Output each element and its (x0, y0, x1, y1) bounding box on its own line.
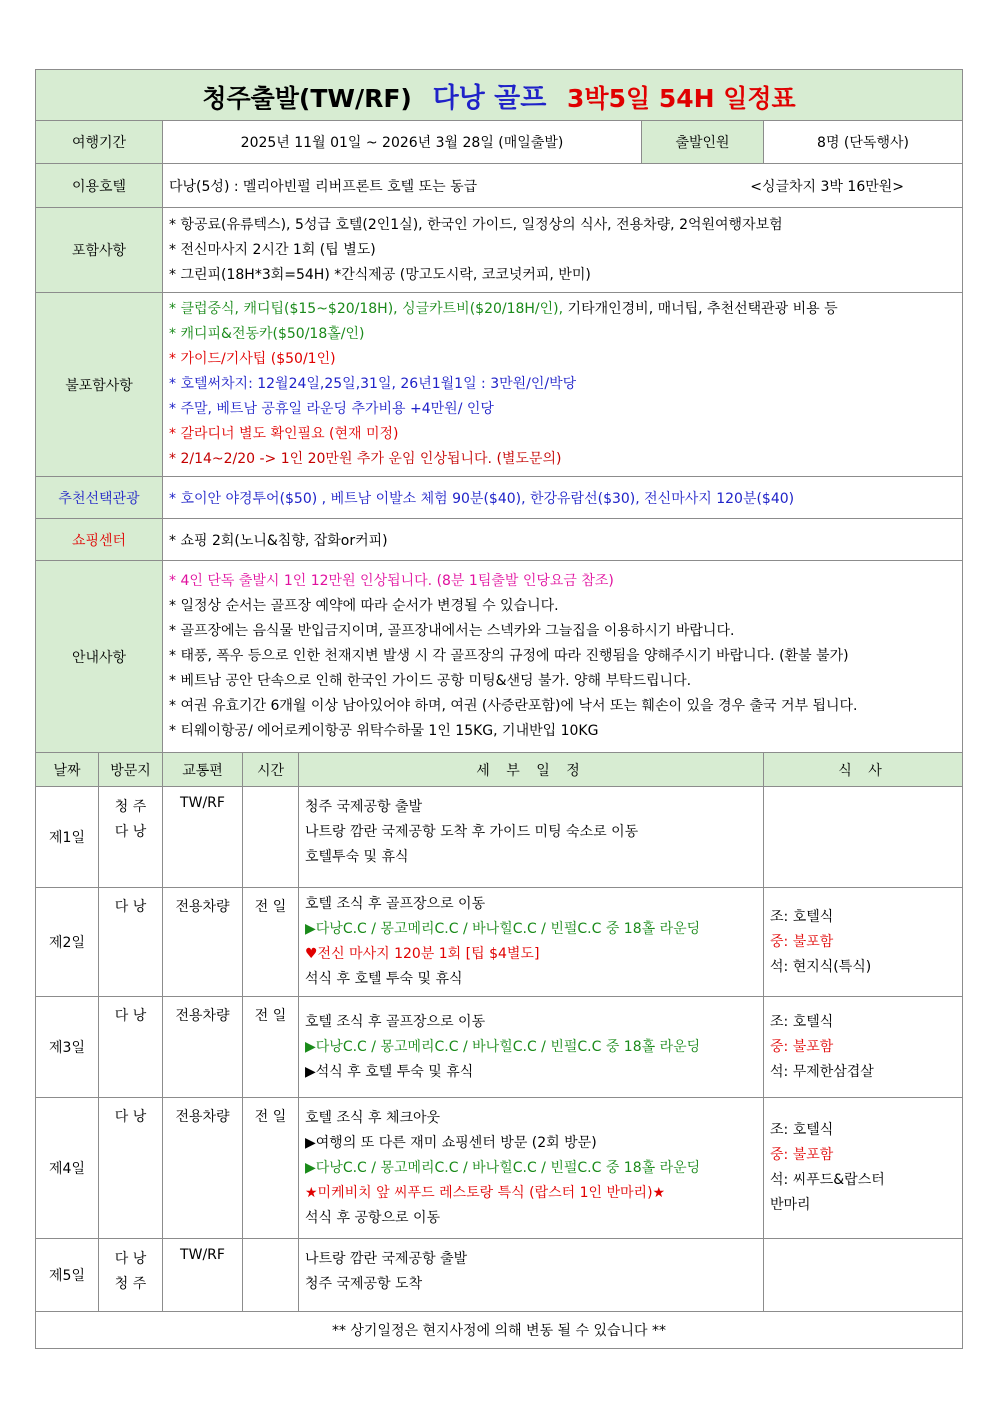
col-detail: 세 부 일 정 (299, 753, 764, 787)
detail-line: 청주 국제공항 출발 (305, 799, 423, 815)
notice-item: * 여권 유효기간 6개월 이상 남아있어야 하며, 여권 (사증란포함)에 낙서 또는 훼손이 있을 경우 출국 거부 됩니다. (169, 698, 858, 714)
day-time (243, 787, 299, 888)
title-departure: 청주출발(TW/RF) (202, 83, 412, 113)
day-transport: 전용차량 (163, 997, 243, 1098)
people-value: 8명 (단독행사) (764, 121, 963, 164)
title-destination: 다낭 골프 (432, 82, 547, 114)
day-label: 제3일 (36, 997, 99, 1098)
day-meals (764, 888, 963, 997)
detail-line: ▶다낭C.C / 몽고메리C.C / 바나힐C.C / 빈펄C.C 중 18홀 라운딩 (305, 921, 701, 937)
meal-lunch: 중: 불포함 (770, 933, 834, 950)
notice-list (163, 561, 963, 753)
excluded-item: * 가이드/기사팁 ($50/1인) (169, 351, 336, 367)
place-name: 청 주 (114, 799, 147, 815)
day-details (299, 888, 764, 997)
day-time (243, 1239, 299, 1312)
excluded-item-black: 기타개인경비, 매너팁, 추천선택관광 비용 등 (563, 301, 838, 317)
notice-item: * 베트남 공안 단속으로 인해 한국인 가이드 공항 미팅&샌딩 불가. 양해 부탁드립니다. (169, 673, 692, 689)
excluded-label: 불포함사항 (36, 293, 163, 477)
itinerary-table (35, 69, 963, 1349)
meal-breakfast: 조: 호텔식 (770, 908, 834, 925)
hotel-cell (163, 164, 963, 208)
day-row (36, 888, 963, 997)
detail-line: 호텔 조식 후 골프장으로 이동 (305, 896, 486, 912)
shopping-label: 쇼핑센터 (36, 519, 163, 561)
detail-line: ▶다낭C.C / 몽고메리C.C / 바나힐C.C / 빈펄C.C 중 18홀 라운딩 (305, 1038, 701, 1055)
meal-breakfast: 조: 호텔식 (770, 1122, 834, 1138)
single-charge: <싱글차지 3박 16만원> (750, 178, 905, 195)
day-place: 다 낭 (99, 997, 163, 1098)
day-places (99, 787, 163, 888)
detail-line: 호텔 조식 후 골프장으로 이동 (305, 1013, 486, 1030)
day-row (36, 997, 963, 1098)
day-transport: TW/RF (163, 1239, 243, 1312)
detail-line: ★미케비치 앞 씨푸드 레스토랑 특식 (랍스터 1인 반마리)★ (305, 1184, 666, 1201)
day-label: 제1일 (36, 787, 99, 888)
day-meals (764, 997, 963, 1098)
day-row (36, 1098, 963, 1239)
notice-item: * 골프장에는 음식물 반입금지이며, 골프장내에서는 스넥카와 그늘집을 이용하시기 바랍니다. (169, 623, 735, 639)
detail-line: 호텔 조식 후 체크아웃 (305, 1109, 441, 1126)
col-meal: 식 사 (764, 753, 963, 787)
day-details (299, 1098, 764, 1239)
col-place: 방문지 (99, 753, 163, 787)
hotel-value: 다낭(5성) : 멜리아빈펄 리버프론트 호텔 또는 동급 (169, 178, 478, 195)
detail-line: 석식 후 호텔 투숙 및 휴식 (305, 971, 463, 987)
meal-dinner: 석: 현지식(특식) (770, 958, 872, 975)
day-details (299, 787, 764, 888)
day-row (36, 787, 963, 888)
day-time: 전 일 (243, 888, 299, 997)
included-label: 포함사항 (36, 208, 163, 293)
footer-note: ** 상기일정은 현지사정에 의해 변동 될 수 있습니다 ** (36, 1312, 963, 1349)
notice-item: * 티웨이항공/ 에어로케이항공 위탁수하물 1인 15KG, 기내반입 10KG (169, 723, 599, 739)
day-place: 다 낭 (99, 1098, 163, 1239)
day-details (299, 1239, 764, 1312)
included-item: * 항공료(유류텍스), 5성급 호텔(2인1실), 한국인 가이드, 일정상의 식사, 전용차량, 2억원여행자보험 (169, 216, 783, 233)
included-item: * 전신마사지 2시간 1회 (팁 별도) (169, 241, 376, 258)
detail-line: ▶여행의 또 다른 재미 쇼핑센터 방문 (2회 방문) (305, 1134, 597, 1151)
period-label: 여행기간 (36, 121, 163, 164)
excluded-item: * 2/14~2/20 -> 1인 20만원 추가 운임 인상됩니다. (별도문의) (169, 451, 562, 467)
col-transport: 교통편 (163, 753, 243, 787)
detail-line: 호텔투숙 및 휴식 (305, 849, 409, 865)
meal-lunch: 중: 불포함 (770, 1038, 834, 1055)
meal-lunch: 중: 불포함 (770, 1147, 834, 1163)
col-time: 시간 (243, 753, 299, 787)
excluded-item: * 갈라디너 별도 확인필요 (현재 미정) (169, 426, 399, 442)
hotel-label: 이용호텔 (36, 164, 163, 208)
day-places (99, 1239, 163, 1312)
day-label: 제5일 (36, 1239, 99, 1312)
notice-label: 안내사항 (36, 561, 163, 753)
meal-dinner-cont: 반마리 (770, 1197, 811, 1213)
detail-line: ▶석식 후 호텔 투숙 및 휴식 (305, 1063, 474, 1080)
excluded-item (169, 297, 956, 322)
meal-dinner: 석: 씨푸드&랍스터 (770, 1172, 885, 1188)
meal-dinner: 석: 무제한삼겹살 (770, 1063, 874, 1080)
day-row (36, 1239, 963, 1312)
day-meals (764, 787, 963, 888)
place-name: 청 주 (114, 1276, 147, 1292)
excluded-item: * 호텔써차지: 12월24일,25일,31일, 26년1월1일 : 3만원/인/박당 (169, 376, 577, 392)
excluded-item: * 캐디피&전동카($50/18홀/인) (169, 326, 365, 342)
detail-line: 나트랑 깜란 국제공항 도착 후 가이드 미팅 숙소로 이동 (305, 824, 639, 840)
optional-label: 추천선택관광 (36, 477, 163, 519)
day-transport: TW/RF (163, 787, 243, 888)
day-transport: 전용차량 (163, 888, 243, 997)
day-details (299, 997, 764, 1098)
col-day: 날짜 (36, 753, 99, 787)
day-time: 전 일 (243, 1098, 299, 1239)
detail-line: 청주 국제공항 도착 (305, 1276, 423, 1292)
period-value: 2025년 11월 01일 ~ 2026년 3월 28일 (매일출발) (163, 121, 642, 164)
day-meals (764, 1239, 963, 1312)
day-time: 전 일 (243, 997, 299, 1098)
day-meals (764, 1098, 963, 1239)
optional-value: * 호이안 야경투어($50) , 베트남 이발소 체험 90분($40), 한강유람선($30), 전신마사지 120분($40) (163, 477, 963, 519)
place-name: 다 낭 (114, 1251, 147, 1267)
day-label: 제2일 (36, 888, 99, 997)
meal-breakfast: 조: 호텔식 (770, 1013, 834, 1030)
page-title (36, 70, 963, 121)
day-place: 다 낭 (99, 888, 163, 997)
day-transport: 전용차량 (163, 1098, 243, 1239)
detail-line: 나트랑 깜란 국제공항 출발 (305, 1251, 468, 1267)
shopping-value: * 쇼핑 2회(노니&침향, 잡화or커피) (163, 519, 963, 561)
day-label: 제4일 (36, 1098, 99, 1239)
excluded-list (163, 293, 963, 477)
detail-line: ♥전신 마사지 120분 1회 [팁 $4별도] (305, 946, 540, 962)
schedule-header (36, 753, 963, 787)
detail-line: 석식 후 공항으로 이동 (305, 1209, 441, 1226)
title-duration: 3박5일 54H 일정표 (567, 83, 796, 113)
notice-item: * 태풍, 폭우 등으로 인한 천재지변 발생 시 각 골프장의 규정에 따라 진행됨을 양해주시기 바랍니다. (환불 불가) (169, 648, 849, 664)
notice-item: * 4인 단독 출발시 1인 12만원 인상됩니다. (8분 1팀출발 인당요금 참조) (169, 573, 614, 589)
included-item: * 그린피(18H*3회=54H) *간식제공 (망고도시락, 코코넛커피, 반미) (169, 266, 591, 283)
people-label: 출발인원 (642, 121, 764, 164)
place-name: 다 낭 (114, 824, 147, 840)
notice-item: * 일정상 순서는 골프장 예약에 따라 순서가 변경될 수 있습니다. (169, 598, 559, 614)
excluded-item: * 주말, 베트남 공휴일 라운딩 추가비용 +4만원/ 인당 (169, 401, 494, 417)
excluded-item-green: * 클럽중식, 캐디팁($15~$20/18H), 싱글카트비($20/18H/인), (169, 301, 564, 317)
included-list (163, 208, 963, 293)
detail-line: ▶다낭C.C / 몽고메리C.C / 바나힐C.C / 빈펄C.C 중 18홀 라운딩 (305, 1159, 701, 1176)
